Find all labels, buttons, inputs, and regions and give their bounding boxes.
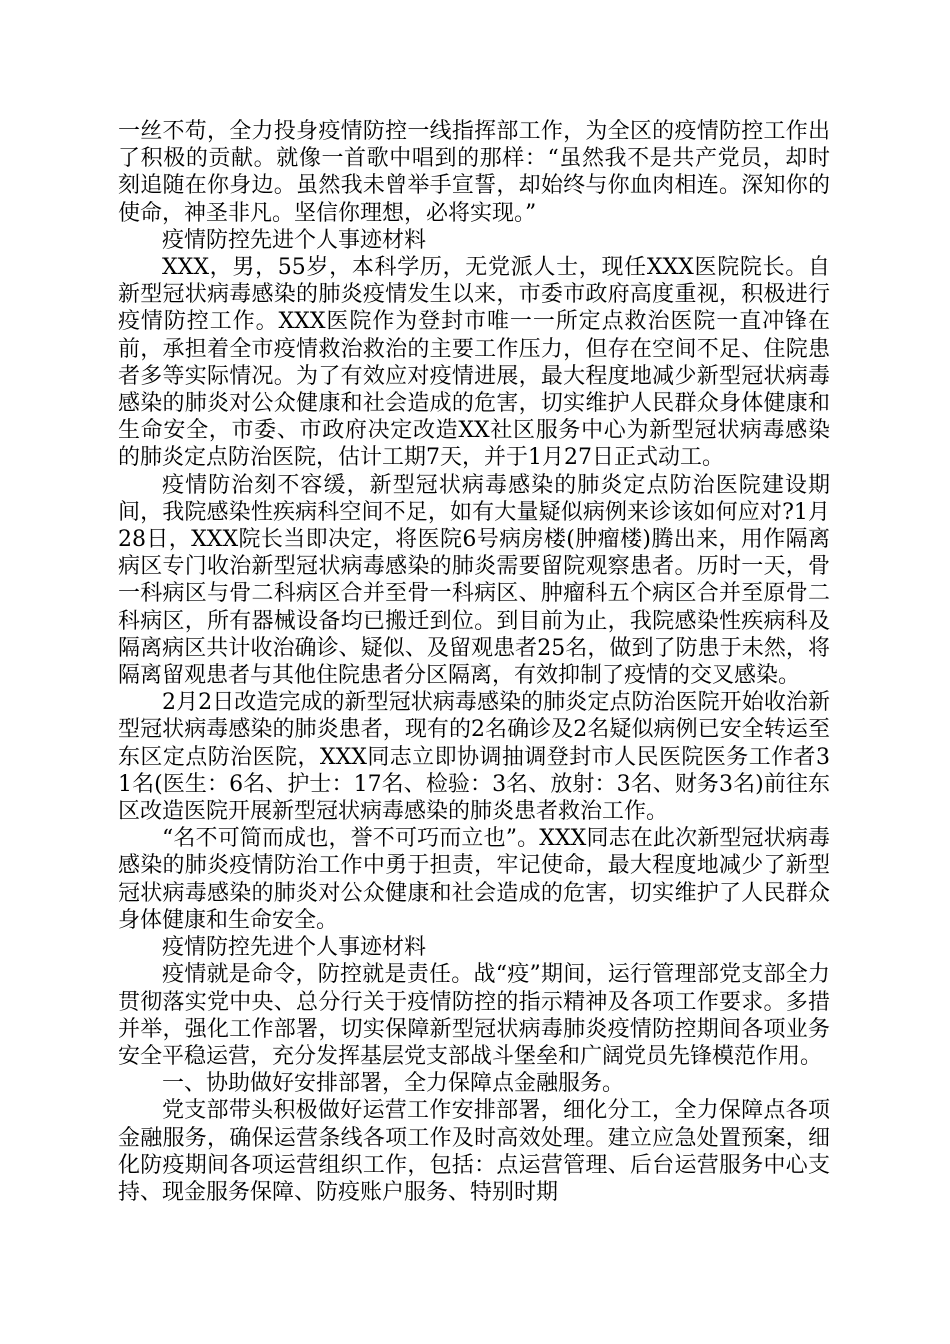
paragraph-4: “名不可简而成也，誉不可巧而立也”。XXX同志在此次新型冠状病毒感染的肺炎疫情防治工作中勇于担责，牢记使命，最大程度地减少了新型冠状病毒感染的肺炎对公众健康和社会造成的危害，切实维护了人民群众身体健康和生命安全。: [118, 826, 830, 933]
paragraph-2: 疫情防治刻不容缓，新型冠状病毒感染的肺炎定点防治医院建设期间，我院感染性疾病科空间不足，如有大量疑似病例来诊该如何应对?1月28日，XXX院长当即决定，将医院6号病房楼(肿瘤楼)腾出来，用作隔离病区专门收治新型冠状病毒感染的肺炎需要留院观察患者。历时一天，骨一科病区与骨二科病区合并至骨一科病区、肿瘤科五个病区合并至原骨二科病区，所有器械设备均已搬迁到位。到目前为止，我院感染性疾病科及隔离病区共计收治确诊、疑似、及留观患者25名，做到了防患于未然，将隔离留观患者与其他住院患者分区隔离，有效抑制了疫情的交叉感染。: [118, 472, 830, 689]
section-heading-1: 疫情防控先进个人事迹材料: [162, 227, 427, 253]
paragraph-continuation: 一丝不苟，全力投身疫情防控一线指挥部工作，为全区的疫情防控工作出了积极的贡献。就像一首歌中唱到的那样：“虽然我不是共产党员，却时刻追随在你身边。虽然我未曾举手宣誓，却始终与你血肉相连。深知你的使命，神圣非凡。坚信你理想，必将实现。”: [118, 119, 830, 226]
paragraph-6: 党支部带头积极做好运营工作安排部署，细化分工，全力保障点各项金融服务，确保运营条线各项工作及时高效处理。建立应急处置预案，细化防疫期间各项运营组织工作，包括：点运营管理、后台运营服务中心支持、现金服务保障、防疫账户服务、特别时期: [118, 1098, 830, 1205]
section-heading-2: 疫情防控先进个人事迹材料: [162, 935, 427, 961]
paragraph-5: 疫情就是命令，防控就是责任。战“疫”期间，运行管理部党支部全力贯彻落实党中央、总分行关于疫情防控的指示精神及各项工作要求。多措并举，强化工作部署，切实保障新型冠状病毒肺炎疫情防控期间各项业务安全平稳运营，充分发挥基层党支部战斗堡垒和广阔党员先锋模范作用。: [118, 962, 830, 1069]
subheading-1: 一、协助做好安排部署，全力保障点金融服务。: [162, 1071, 625, 1097]
paragraph-1: XXX，男，55岁，本科学历，无党派人士，现任XXX医院院长。自新型冠状病毒感染的肺炎疫情发生以来，市委市政府高度重视，积极进行疫情防控工作。XXX医院作为登封市唯一一所定点救治医院一直冲锋在前，承担着全市疫情救治救治的主要工作压力，但存在空间不足、住院患者多等实际情况。为了有效应对疫情进展，最大程度地减少新型冠状病毒感染的肺炎对公众健康和社会造成的危害，切实维护人民群众身体健康和生命安全，市委、市政府决定改造XX社区服务中心为新型冠状病毒感染的肺炎定点防治医院，估计工期7天，并于1月27日正式动工。: [118, 255, 830, 471]
document-page: [118, 118, 830, 1206]
paragraph-3: 2月2日改造完成的新型冠状病毒感染的肺炎定点防治医院开始收治新型冠状病毒感染的肺炎患者，现有的2名确诊及2名疑似病例已安全转运至东区定点防治医院，XXX同志立即协调抽调登封市人民医院医务工作者31名(医生：6名、护士：17名、检验：3名、放射：3名、财务3名)前往东区改造医院开展新型冠状病毒感染的肺炎患者救治工作。: [118, 690, 830, 825]
